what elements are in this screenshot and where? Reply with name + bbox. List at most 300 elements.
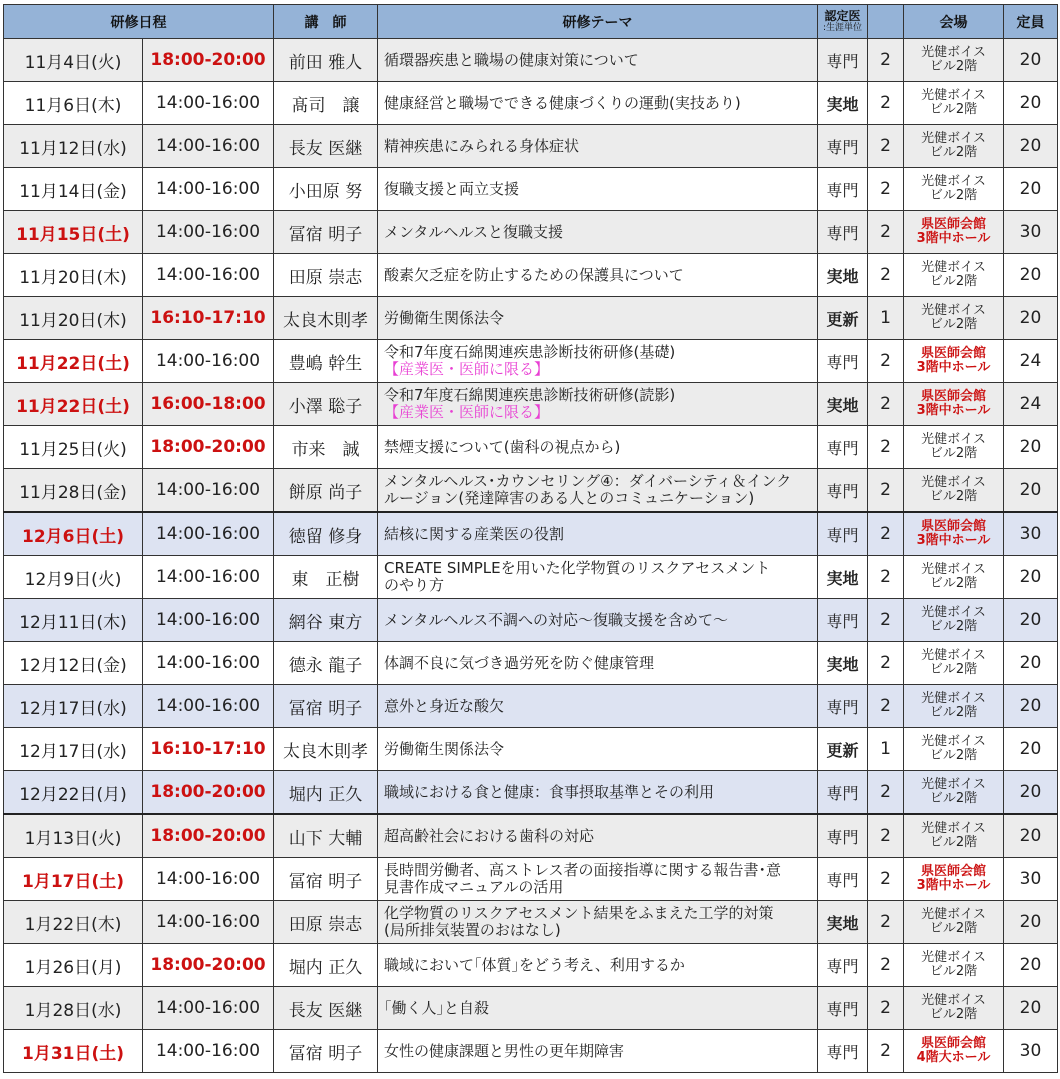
theme-cell [378, 383, 818, 426]
table-row [4, 39, 1058, 82]
capacity-cell: 20 [1004, 685, 1058, 728]
time-cell: 18:00-20:00 [143, 771, 274, 815]
time-cell: 14:00-16:00 [143, 599, 274, 642]
venue-line1: 光健ボイス [921, 88, 986, 103]
units-cell: 2 [868, 556, 904, 599]
lecturer-cell: 前田 雅人 [274, 39, 378, 82]
header-row [4, 5, 1058, 39]
theme-text: 令和7年度石綿関連疾患診断技術研修(基礎) [384, 343, 676, 361]
category-cell: 専門 [818, 469, 868, 513]
theme-text: メンタルヘルスと復職支援 [384, 222, 563, 241]
venue-cell [904, 987, 1004, 1030]
venue-line1: 光健ボイス [921, 821, 986, 836]
capacity-cell: 30 [1004, 858, 1058, 901]
lecturer-cell: 市来 誠 [274, 426, 378, 469]
venue-line2: ビル2階 [929, 489, 978, 504]
venue-line1: 光健ボイス [921, 562, 986, 577]
theme-subtext: 見書作成マニュアルの活用 [384, 878, 564, 896]
venue-line2: ビル2階 [929, 619, 978, 634]
theme-text: 結核に関する産業医の役割 [384, 524, 565, 543]
theme-text: 令和7年度石綿関連疾患診断技術研修(読影) [384, 386, 676, 404]
venue-line1: 県医師会館 [920, 1036, 986, 1051]
category-cell: 実地 [818, 254, 868, 297]
capacity-cell: 20 [1004, 901, 1058, 944]
time-cell: 14:00-16:00 [143, 642, 274, 685]
date-cell: 12月22日(月) [4, 771, 143, 815]
time-cell: 14:00-16:00 [143, 987, 274, 1030]
venue-cell [904, 556, 1004, 599]
venue-cell [904, 685, 1004, 728]
units-cell: 2 [868, 469, 904, 513]
venue-line1: 光健ボイス [921, 475, 986, 490]
venue-line1: 県医師会館 [920, 864, 986, 879]
theme-text: メンタルヘルス･カウンセリング④：ダイバーシティ＆インク [384, 472, 792, 490]
units-cell: 2 [868, 987, 904, 1030]
table-row [4, 685, 1058, 728]
theme-text: 復職支援と両立支援 [384, 179, 520, 198]
table-row [4, 469, 1058, 513]
venue-line2: 3階中ホール [916, 403, 991, 418]
theme-cell [378, 1030, 818, 1073]
venue-cell [904, 211, 1004, 254]
units-cell: 2 [868, 340, 904, 383]
venue-line1: 県医師会館 [920, 389, 986, 404]
theme-cell [378, 254, 818, 297]
date-cell: 12月12日(金) [4, 642, 143, 685]
venue-line2: ビル2階 [929, 748, 978, 763]
table-row [4, 728, 1058, 771]
category-cell: 更新 [818, 728, 868, 771]
units-cell: 2 [868, 82, 904, 125]
theme-cell [378, 685, 818, 728]
table-row [4, 1030, 1058, 1073]
theme-cell [378, 556, 818, 599]
theme-cell [378, 340, 818, 383]
date-cell: 11月28日(金) [4, 469, 143, 513]
lecturer-cell: 冨宿 明子 [274, 858, 378, 901]
category-cell: 専門 [818, 599, 868, 642]
venue-cell [904, 512, 1004, 556]
theme-text: CREATE SIMPLEを用いた化学物質のリスクアセスメント [384, 559, 771, 577]
time-cell: 14:00-16:00 [143, 512, 274, 556]
capacity-cell: 20 [1004, 944, 1058, 987]
theme-cell [378, 771, 818, 815]
units-cell: 2 [868, 168, 904, 211]
time-cell: 14:00-16:00 [143, 685, 274, 728]
category-cell: 専門 [818, 1030, 868, 1073]
category-cell: 専門 [818, 944, 868, 987]
header-theme: 研修テーマ [378, 5, 818, 39]
capacity-cell: 20 [1004, 39, 1058, 82]
time-cell: 14:00-16:00 [143, 211, 274, 254]
capacity-cell: 20 [1004, 814, 1058, 858]
header-cme-sub: :生涯単位 [822, 23, 863, 33]
capacity-cell: 20 [1004, 426, 1058, 469]
theme-text: 労働衛生関係法令 [384, 308, 505, 327]
category-cell: 専門 [818, 125, 868, 168]
venue-line1: 光健ボイス [921, 260, 986, 275]
time-cell: 16:10-17:10 [143, 297, 274, 340]
theme-text: 健康経営と職場でできる健康づくりの運動(実技あり) [384, 93, 741, 112]
table-row [4, 211, 1058, 254]
venue-line1: 光健ボイス [921, 691, 986, 706]
venue-cell [904, 125, 1004, 168]
header-venue: 会場 [904, 5, 1004, 39]
theme-text: 禁煙支援について(歯科の視点から) [384, 437, 621, 456]
venue-line2: ビル2階 [929, 662, 978, 677]
header-cme-label: 認定医 [824, 9, 861, 23]
capacity-cell: 20 [1004, 297, 1058, 340]
lecturer-cell: 徳留 修身 [274, 512, 378, 556]
theme-text: メンタルヘルス不調への対応～復職支援を含めて～ [384, 610, 728, 629]
category-cell: 更新 [818, 297, 868, 340]
venue-cell [904, 944, 1004, 987]
venue-line1: 光健ボイス [921, 131, 986, 146]
theme-cell [378, 814, 818, 858]
theme-text: 循環器疾患と職場の健康対策について [384, 50, 639, 69]
table-row [4, 297, 1058, 340]
theme-subtext: (局所排気装置のおはなし) [384, 921, 561, 939]
venue-line2: ビル2階 [929, 59, 978, 74]
table-row [4, 254, 1058, 297]
venue-line2: ビル2階 [929, 835, 978, 850]
theme-cell [378, 39, 818, 82]
units-cell: 2 [868, 685, 904, 728]
venue-line2: ビル2階 [929, 1007, 978, 1022]
venue-cell [904, 168, 1004, 211]
table-row [4, 901, 1058, 944]
category-cell: 専門 [818, 771, 868, 815]
theme-cell [378, 426, 818, 469]
lecturer-cell: 冨宿 明子 [274, 685, 378, 728]
theme-subtext: 【産業医・医師に限る】 [384, 360, 550, 378]
venue-cell [904, 814, 1004, 858]
time-cell: 14:00-16:00 [143, 556, 274, 599]
venue-line2: ビル2階 [929, 145, 978, 160]
units-cell: 1 [868, 728, 904, 771]
units-cell: 2 [868, 125, 904, 168]
venue-line1: 光健ボイス [921, 648, 986, 663]
header-schedule: 研修日程 [4, 5, 274, 39]
capacity-cell: 20 [1004, 642, 1058, 685]
theme-cell [378, 125, 818, 168]
theme-subtext: 【産業医・医師に限る】 [384, 403, 550, 421]
time-cell: 14:00-16:00 [143, 469, 274, 513]
table-row [4, 512, 1058, 556]
venue-line1: 県医師会館 [920, 519, 986, 534]
date-cell: 11月25日(火) [4, 426, 143, 469]
theme-text: ｢働く人｣と自殺 [384, 998, 490, 1017]
venue-line1: 光健ボイス [921, 432, 986, 447]
venue-cell [904, 858, 1004, 901]
lecturer-cell: 小澤 聡子 [274, 383, 378, 426]
venue-line1: 光健ボイス [921, 174, 986, 189]
table-row [4, 771, 1058, 815]
theme-text: 化学物質のリスクアセスメント結果をふまえた工学的対策 [384, 904, 774, 922]
header-cme [818, 5, 868, 39]
units-cell: 2 [868, 383, 904, 426]
theme-cell [378, 168, 818, 211]
time-cell: 18:00-20:00 [143, 814, 274, 858]
theme-text: 労働衛生関係法令 [384, 739, 505, 758]
category-cell: 専門 [818, 426, 868, 469]
venue-line2: ビル2階 [929, 964, 978, 979]
lecturer-cell: 太良木則孝 [274, 297, 378, 340]
venue-line1: 光健ボイス [921, 605, 986, 620]
capacity-cell: 24 [1004, 340, 1058, 383]
venue-line1: 光健ボイス [921, 907, 986, 922]
category-cell: 実地 [818, 901, 868, 944]
category-cell: 実地 [818, 556, 868, 599]
date-cell: 12月9日(火) [4, 556, 143, 599]
table-row [4, 426, 1058, 469]
lecturer-cell: 德永 龍子 [274, 642, 378, 685]
theme-cell [378, 211, 818, 254]
table-row [4, 944, 1058, 987]
theme-cell [378, 901, 818, 944]
lecturer-cell: 網谷 東方 [274, 599, 378, 642]
table-row [4, 383, 1058, 426]
venue-cell [904, 642, 1004, 685]
lecturer-cell: 冨宿 明子 [274, 1030, 378, 1073]
date-cell: 1月31日(土) [4, 1030, 143, 1073]
header-cme-units [868, 5, 904, 39]
venue-line2: 3階中ホール [916, 878, 991, 893]
theme-cell [378, 297, 818, 340]
capacity-cell: 20 [1004, 728, 1058, 771]
theme-text: 意外と身近な酸欠 [384, 696, 505, 715]
units-cell: 2 [868, 944, 904, 987]
time-cell: 16:00-18:00 [143, 383, 274, 426]
date-cell: 12月17日(水) [4, 728, 143, 771]
date-cell: 11月12日(水) [4, 125, 143, 168]
theme-text: 女性の健康課題と男性の更年期障害 [384, 1041, 625, 1060]
venue-line2: ビル2階 [929, 317, 978, 332]
lecturer-cell: 田原 崇志 [274, 254, 378, 297]
lecturer-cell: 餅原 尚子 [274, 469, 378, 513]
date-cell: 11月6日(木) [4, 82, 143, 125]
date-cell: 12月17日(水) [4, 685, 143, 728]
theme-cell [378, 642, 818, 685]
date-cell: 12月6日(土) [4, 512, 143, 556]
venue-cell [904, 254, 1004, 297]
venue-line2: ビル2階 [929, 274, 978, 289]
units-cell: 2 [868, 642, 904, 685]
time-cell: 18:00-20:00 [143, 39, 274, 82]
date-cell: 12月11日(木) [4, 599, 143, 642]
capacity-cell: 20 [1004, 254, 1058, 297]
venue-line2: 3階中ホール [916, 533, 991, 548]
venue-cell [904, 1030, 1004, 1073]
category-cell: 実地 [818, 383, 868, 426]
units-cell: 2 [868, 211, 904, 254]
units-cell: 2 [868, 599, 904, 642]
venue-cell [904, 426, 1004, 469]
units-cell: 2 [868, 814, 904, 858]
time-cell: 14:00-16:00 [143, 168, 274, 211]
venue-cell [904, 82, 1004, 125]
lecturer-cell: 長友 医継 [274, 125, 378, 168]
category-cell: 実地 [818, 642, 868, 685]
time-cell: 14:00-16:00 [143, 125, 274, 168]
date-cell: 11月20日(木) [4, 297, 143, 340]
units-cell: 2 [868, 426, 904, 469]
lecturer-cell: 東 正樹 [274, 556, 378, 599]
lecturer-cell: 小田原 努 [274, 168, 378, 211]
venue-cell [904, 728, 1004, 771]
units-cell: 2 [868, 254, 904, 297]
venue-line2: ビル2階 [929, 188, 978, 203]
units-cell: 1 [868, 297, 904, 340]
venue-line2: ビル2階 [929, 446, 978, 461]
time-cell: 18:00-20:00 [143, 426, 274, 469]
venue-line2: 3階中ホール [916, 360, 991, 375]
date-cell: 11月15日(土) [4, 211, 143, 254]
venue-cell [904, 383, 1004, 426]
theme-cell [378, 728, 818, 771]
time-cell: 14:00-16:00 [143, 82, 274, 125]
theme-text: 職域において｢体質｣をどう考え、利用するか [384, 955, 685, 974]
venue-line1: 光健ボイス [921, 734, 986, 749]
table-row [4, 168, 1058, 211]
category-cell: 専門 [818, 168, 868, 211]
time-cell: 14:00-16:00 [143, 254, 274, 297]
date-cell: 11月20日(木) [4, 254, 143, 297]
capacity-cell: 20 [1004, 82, 1058, 125]
lecturer-cell: 山下 大輔 [274, 814, 378, 858]
capacity-cell: 20 [1004, 168, 1058, 211]
time-cell: 14:00-16:00 [143, 1030, 274, 1073]
venue-cell [904, 469, 1004, 513]
theme-cell [378, 944, 818, 987]
venue-cell [904, 39, 1004, 82]
category-cell: 専門 [818, 39, 868, 82]
capacity-cell: 20 [1004, 556, 1058, 599]
venue-line1: 県医師会館 [920, 346, 986, 361]
header-lecturer: 講 師 [274, 5, 378, 39]
capacity-cell: 20 [1004, 469, 1058, 513]
venue-line1: 光健ボイス [921, 45, 986, 60]
date-cell: 11月14日(金) [4, 168, 143, 211]
lecturer-cell: 冨宿 明子 [274, 211, 378, 254]
table-row [4, 987, 1058, 1030]
table-row [4, 556, 1058, 599]
units-cell: 2 [868, 901, 904, 944]
theme-text: 超高齢社会における歯科の対応 [384, 826, 595, 845]
theme-text: 精神疾患にみられる身体症状 [384, 136, 580, 155]
lecturer-cell: 長友 医継 [274, 987, 378, 1030]
capacity-cell: 20 [1004, 771, 1058, 815]
table-row [4, 82, 1058, 125]
theme-text: 酸素欠乏症を防止するための保護具について [384, 265, 684, 284]
venue-cell [904, 297, 1004, 340]
venue-line1: 光健ボイス [921, 950, 986, 965]
venue-line2: ビル2階 [929, 705, 978, 720]
capacity-cell: 24 [1004, 383, 1058, 426]
date-cell: 1月28日(水) [4, 987, 143, 1030]
time-cell: 16:10-17:10 [143, 728, 274, 771]
category-cell: 専門 [818, 987, 868, 1030]
capacity-cell: 30 [1004, 1030, 1058, 1073]
theme-subtext: のやり方 [384, 576, 445, 594]
venue-cell [904, 340, 1004, 383]
time-cell: 14:00-16:00 [143, 340, 274, 383]
capacity-cell: 30 [1004, 211, 1058, 254]
table-row [4, 858, 1058, 901]
date-cell: 1月13日(火) [4, 814, 143, 858]
venue-line2: ビル2階 [929, 102, 978, 117]
units-cell: 2 [868, 858, 904, 901]
table-row [4, 599, 1058, 642]
table-row [4, 642, 1058, 685]
theme-cell [378, 469, 818, 513]
date-cell: 11月4日(火) [4, 39, 143, 82]
lecturer-cell: 豊嶋 幹生 [274, 340, 378, 383]
header-capacity: 定員 [1004, 5, 1058, 39]
lecturer-cell: 堀内 正久 [274, 771, 378, 815]
category-cell: 専門 [818, 340, 868, 383]
time-cell: 14:00-16:00 [143, 901, 274, 944]
training-schedule-table [3, 4, 1058, 1073]
venue-line2: 4階大ホール [916, 1050, 991, 1065]
date-cell: 1月26日(月) [4, 944, 143, 987]
theme-cell [378, 987, 818, 1030]
units-cell: 2 [868, 39, 904, 82]
theme-cell [378, 599, 818, 642]
theme-text: 職域における食と健康：食事摂取基準とその利用 [384, 782, 715, 801]
venue-cell [904, 771, 1004, 815]
theme-cell [378, 82, 818, 125]
time-cell: 14:00-16:00 [143, 858, 274, 901]
lecturer-cell: 堀内 正久 [274, 944, 378, 987]
venue-line2: ビル2階 [929, 576, 978, 591]
table-row [4, 340, 1058, 383]
date-cell: 1月22日(木) [4, 901, 143, 944]
theme-text: 体調不良に気づき過労死を防ぐ健康管理 [384, 653, 655, 672]
venue-cell [904, 599, 1004, 642]
category-cell: 専門 [818, 685, 868, 728]
lecturer-cell: 太良木則孝 [274, 728, 378, 771]
capacity-cell: 20 [1004, 125, 1058, 168]
table-row [4, 814, 1058, 858]
category-cell: 専門 [818, 814, 868, 858]
venue-line2: ビル2階 [929, 921, 978, 936]
category-cell: 実地 [818, 82, 868, 125]
venue-line1: 光健ボイス [921, 777, 986, 792]
venue-line2: ビル2階 [929, 791, 978, 806]
venue-line1: 県医師会館 [920, 217, 986, 232]
theme-text: 長時間労働者、高ストレス者の面接指導に関する報告書･意 [384, 861, 782, 879]
theme-cell [378, 512, 818, 556]
category-cell: 専門 [818, 211, 868, 254]
units-cell: 2 [868, 771, 904, 815]
capacity-cell: 30 [1004, 512, 1058, 556]
category-cell: 専門 [818, 858, 868, 901]
lecturer-cell: 田原 崇志 [274, 901, 378, 944]
date-cell: 11月22日(土) [4, 383, 143, 426]
venue-line2: 3階中ホール [916, 231, 991, 246]
venue-line1: 光健ボイス [921, 303, 986, 318]
theme-cell [378, 858, 818, 901]
table-row [4, 125, 1058, 168]
category-cell: 専門 [818, 512, 868, 556]
theme-subtext: ルージョン(発達障害のある人とのコミュニケーション) [384, 489, 755, 507]
units-cell: 2 [868, 1030, 904, 1073]
date-cell: 1月17日(土) [4, 858, 143, 901]
venue-cell [904, 901, 1004, 944]
units-cell: 2 [868, 512, 904, 556]
time-cell: 18:00-20:00 [143, 944, 274, 987]
